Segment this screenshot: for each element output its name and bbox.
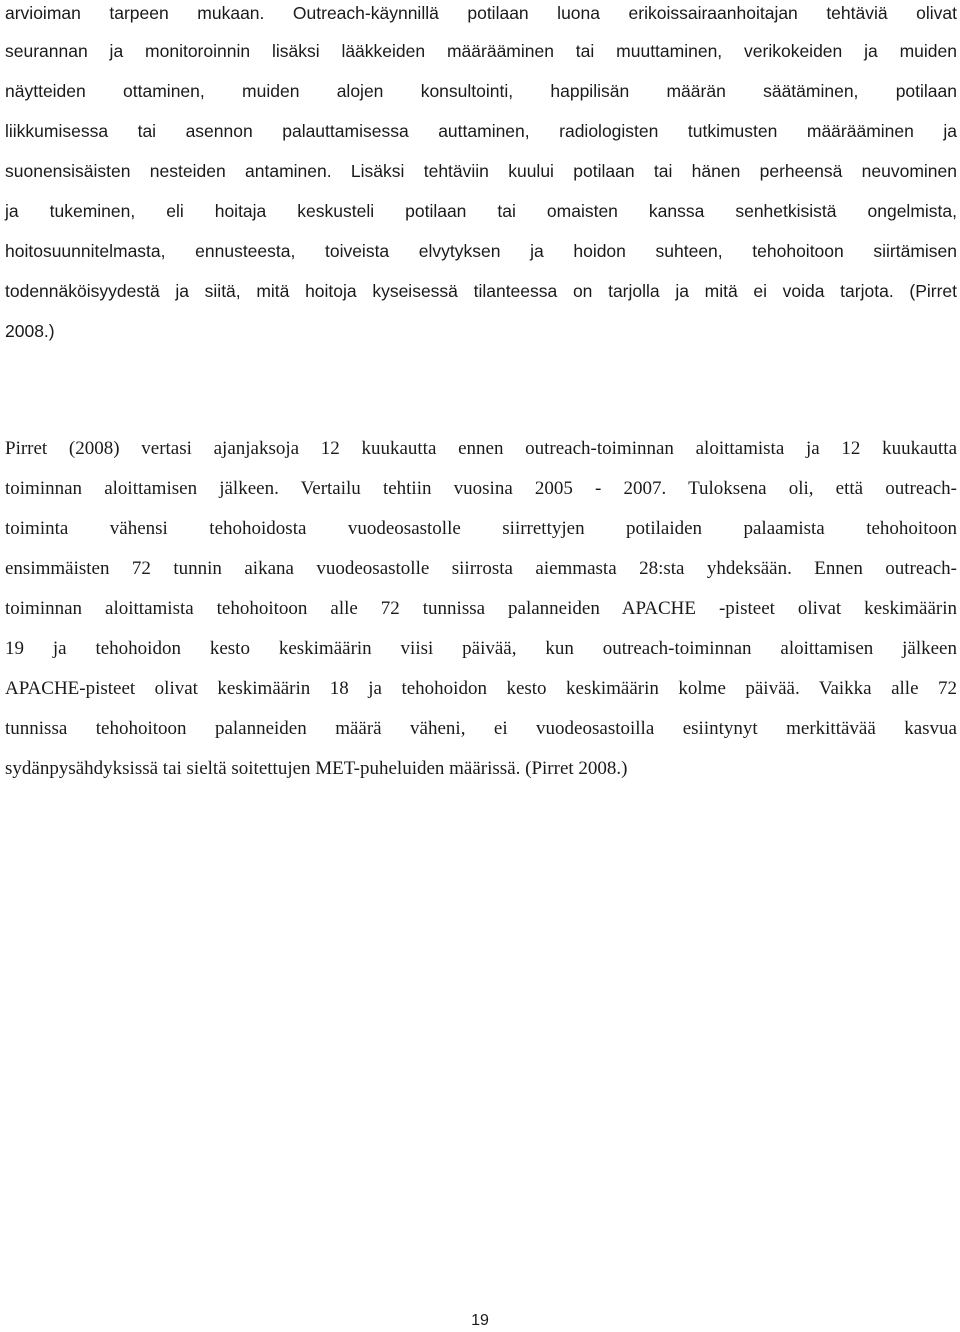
text-line: sydänpysähdyksissä tai sieltä soitettujen MET-puheluiden määrissä. (Pirret 2008.) [5,758,628,779]
text-line: hoitosuunnitelmasta, ennusteesta, toiveista elvytyksen ja hoidon suhteen, tehohoitoon siirtämisen [5,241,957,261]
page-number: 19 [471,1312,489,1329]
text-line: suonensisäisten nesteiden antaminen. Lisäksi tehtäviin kuului potilaan tai hänen perheensä neuvominen [5,161,957,181]
text-line: liikkumisessa tai asennon palauttamisessa auttaminen, radiologisten tutkimusten määrääminen ja [5,121,957,141]
text-line: Pirret (2008) vertasi ajanjaksoja 12 kuukautta ennen outreach-toiminnan aloittamista ja 12 kuukautta [5,438,957,459]
text-line: todennäköisyydestä ja siitä, mitä hoitoja kyseisessä tilanteessa on tarjolla ja mitä ei voida tarjota. (Pirret [5,281,957,301]
text-line: toiminta vähensi tehohoidosta vuodeosastolle siirrettyjen potilaiden palaamista tehohoitoon [5,518,957,539]
text-line: 2008.) [5,321,55,341]
text-line: toiminnan aloittamista tehohoitoon alle 72 tunnissa palanneiden APACHE -pisteet olivat keskimäärin [5,598,957,619]
text-line: tunnissa tehohoitoon palanneiden määrä väheni, ei vuodeosastoilla esiintynyt merkittävää kasvua [5,718,957,739]
text-line: seurannan ja monitoroinnin lisäksi lääkkeiden määrääminen tai muuttaminen, verikokeiden ja muiden [5,41,957,61]
text-line: APACHE-pisteet olivat keskimäärin 18 ja tehohoidon kesto keskimäärin kolme päivää. Vaikka alle 72 [5,678,957,699]
text-line: 19 ja tehohoidon kesto keskimäärin viisi päivää, kun outreach-toiminnan aloittamisen jälkeen [5,638,957,659]
text-line: arvioiman tarpeen mukaan. Outreach-käynnillä potilaan luona erikoissairaanhoitajan tehtäviä olivat [5,3,957,23]
text-line: näytteiden ottaminen, muiden alojen konsultointi, happilisän määrän säätäminen, potilaan [5,81,957,101]
text-line: ensimmäisten 72 tunnin aikana vuodeosastolle siirrosta aiemmasta 28:sta yhdeksään. Ennen outreach- [5,558,957,579]
text-line: ja tukeminen, eli hoitaja keskusteli potilaan tai omaisten kanssa senhetkisistä ongelmista, [5,201,957,221]
text-line: toiminnan aloittamisen jälkeen. Vertailu tehtiin vuosina 2005 - 2007. Tuloksena oli, että outreach- [5,478,957,499]
